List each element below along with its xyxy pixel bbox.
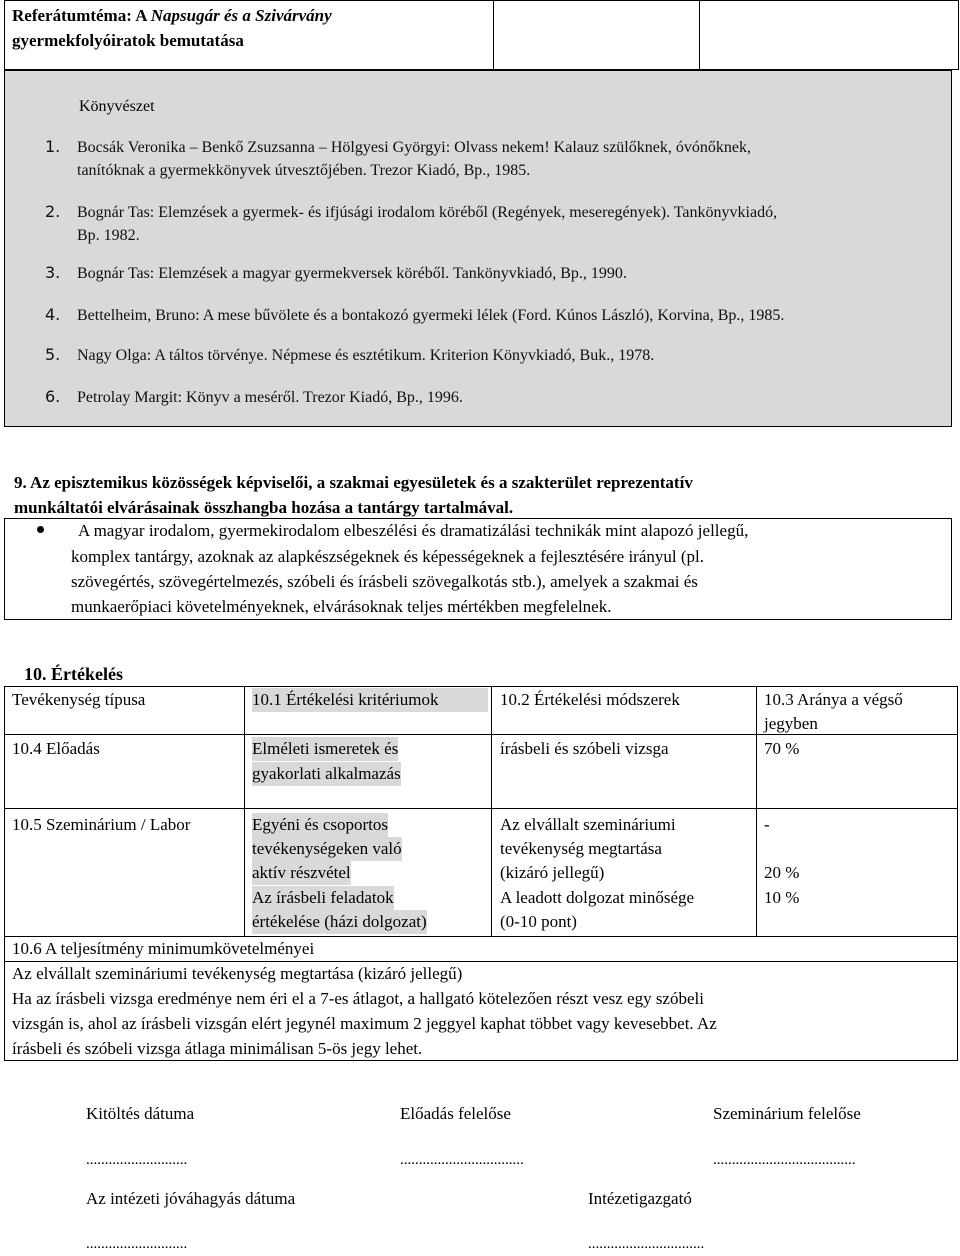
row2-type: 10.5 Szeminárium / Labor: [12, 815, 191, 834]
min-line-1: Az elvállalt szemináriumi tevékenység megtartása (kizáró jellegű): [12, 964, 463, 983]
bullet-line-1: A magyar irodalom, gyermekirodalom elbeszélési és dramatizálási technikák mint alapozó jellegű,: [78, 521, 749, 540]
director-label: Intézetigazgató: [588, 1189, 692, 1208]
topic-italic: Napsugár és a Szivárvány: [150, 6, 332, 25]
row1-criteria-1: Elméleti ismeretek és: [252, 737, 398, 761]
bib-item-2: [45, 200, 777, 247]
bib-text: tanítóknak a gyermekkönyvek útvesztőjében. Trezor Kiadó, Bp., 1985.: [77, 162, 531, 179]
bib-num: 4.: [45, 305, 61, 324]
bib-num: 3.: [45, 263, 61, 282]
lecture-responsible-dots: .................................: [400, 1152, 524, 1168]
row3-ratio: 10 %: [764, 888, 800, 907]
row2-criteria-3: aktív részvétel: [252, 861, 351, 885]
bib-text: Nagy Olga: A táltos törvénye. Népmese és esztétikum. Kriterion Könyvkiadó, Buk., 1978.: [77, 347, 655, 364]
bullet-line-3: szövegértés, szövegértelmezés, szóbeli és írásbeli szövegalkotás stb.), amelyek a szakmai és: [71, 572, 698, 591]
section9-heading: [14, 471, 693, 495]
row2-criteria-2: tevékenységeken való: [252, 837, 402, 861]
row1-method: írásbeli és szóbeli vizsga: [500, 739, 669, 758]
col-divider-1: [244, 686, 245, 937]
bullet-line-2: komplex tantárgy, azoknak az alapkészségeknek és képességeknek a fejlesztésére irányul (pl.: [71, 547, 704, 566]
th-ratio-line2: jegyben: [764, 714, 818, 733]
bullet-icon: [37, 526, 44, 533]
bib-text: Bp. 1982.: [77, 227, 140, 244]
row2-criteria-1: Egyéni és csoportos: [252, 813, 388, 837]
section9-heading-line1: 9. Az episztemikus közösségek képviselői, a szakmai egyesületek és a szakterület reprezentatív: [14, 473, 693, 492]
seminar-responsible-dots: ......................................: [713, 1152, 856, 1168]
bibliography-heading: Könyvészet: [79, 98, 155, 115]
row-divider-2: [4, 808, 958, 809]
bib-text: Petrolay Margit: Könyv a meséről. Trezor Kiadó, Bp., 1996.: [77, 389, 463, 406]
bib-num: 2.: [45, 202, 61, 221]
approval-date-dots: ...........................: [86, 1236, 188, 1252]
bib-item-5: [45, 343, 654, 367]
row1-criteria-2: gyakorlati alkalmazás: [252, 762, 401, 786]
bib-item-3: [45, 261, 627, 285]
bib-num: 6.: [45, 387, 61, 406]
row3-criteria-2: értékelése (házi dolgozat): [252, 910, 427, 934]
bib-text: Bocsák Veronika – Benkő Zsuzsanna – Hölgyesi Györgyi: Olvass nekem! Kalauz szülőknek, óvónőknek,: [77, 139, 751, 156]
bullet-line-4: munkaerőpiaci követelményeknek, elvárásoknak teljes mértékben megfelelnek.: [71, 597, 612, 616]
th-activity-type: Tevékenység típusa: [12, 690, 146, 709]
seminar-responsible-label: Szeminárium felelőse: [713, 1104, 861, 1123]
th-criteria: 10.1 Értékelési kritériumok: [252, 688, 488, 712]
topic-title: [12, 4, 332, 28]
bib-num: 5.: [45, 345, 61, 364]
bib-item-1: [45, 135, 751, 182]
row2-method-1: Az elvállalt szemináriumi: [500, 815, 676, 834]
row2-ratio: 20 %: [764, 863, 800, 882]
th-ratio: 10.3 Aránya a végső: [764, 690, 903, 709]
col-divider-2: [491, 686, 492, 937]
section9-heading-line2: munkáltatói elvárásainak összhangba hozása a tantárgy tartalmával.: [14, 498, 514, 517]
fill-date-label: Kitöltés dátuma: [86, 1104, 195, 1123]
col-divider-3: [756, 686, 757, 937]
min-requirements-heading: 10.6 A teljesítmény minimumkövetelményei: [12, 939, 315, 958]
bib-item-6: [45, 385, 463, 409]
director-dots: ...............................: [588, 1236, 705, 1252]
lecture-responsible-label: Előadás felelőse: [400, 1104, 511, 1123]
section10-heading: 10. Értékelés: [24, 664, 123, 684]
min-line-4: írásbeli és szóbeli vizsga átlaga minimálisan 5-ös jegy lehet.: [12, 1039, 423, 1058]
bib-text: Bettelheim, Bruno: A mese bűvölete és a bontakozó gyermeki lélek (Ford. Kúnos László), Korvina, Bp., 1985.: [77, 307, 785, 324]
bibliography-box: [4, 70, 952, 427]
min-line-3: vizsgán is, ahol az írásbeli vizsgán elért jegynél maximum 2 jeggyel kaphat többet vagy kevesebbet. Az: [12, 1014, 717, 1033]
header-divider-2: [699, 0, 700, 70]
row2-method-2: tevékenység megtartása: [500, 839, 662, 858]
bib-text: Bognár Tas: Elemzések a gyermek- és ifjúsági irodalom köréből (Regények, meseregények). Tankönyvkiadó,: [77, 204, 778, 221]
min-line-2: Ha az írásbeli vizsga eredménye nem éri el a 7-es átlagot, a hallgató kötelezően részt vesz egy szóbeli: [12, 989, 704, 1008]
row2-method-3: (kizáró jellegű): [500, 863, 605, 882]
fill-date-dots: ...........................: [86, 1152, 188, 1168]
bib-num: 1.: [45, 137, 61, 156]
row3-criteria-1: Az írásbeli feladatok: [252, 886, 394, 910]
bib-item-4: [45, 303, 784, 327]
row2-ratio-dash: -: [764, 815, 770, 834]
topic-prefix: Referátumtéma: A: [12, 6, 151, 25]
header-divider-1: [493, 0, 494, 70]
th-methods: 10.2 Értékelési módszerek: [500, 690, 680, 709]
topic-title-line2: gyermekfolyóiratok bemutatása: [12, 31, 244, 50]
approval-date-label: Az intézeti jóváhagyás dátuma: [86, 1189, 296, 1208]
row1-type: 10.4 Előadás: [12, 739, 100, 758]
row1-ratio: 70 %: [764, 739, 800, 758]
row3-method-2: (0-10 pont): [500, 912, 577, 931]
row3-method-1: A leadott dolgozat minősége: [500, 888, 695, 907]
bib-text: Bognár Tas: Elemzések a magyar gyermekversek köréből. Tankönyvkiadó, Bp., 1990.: [77, 265, 627, 282]
